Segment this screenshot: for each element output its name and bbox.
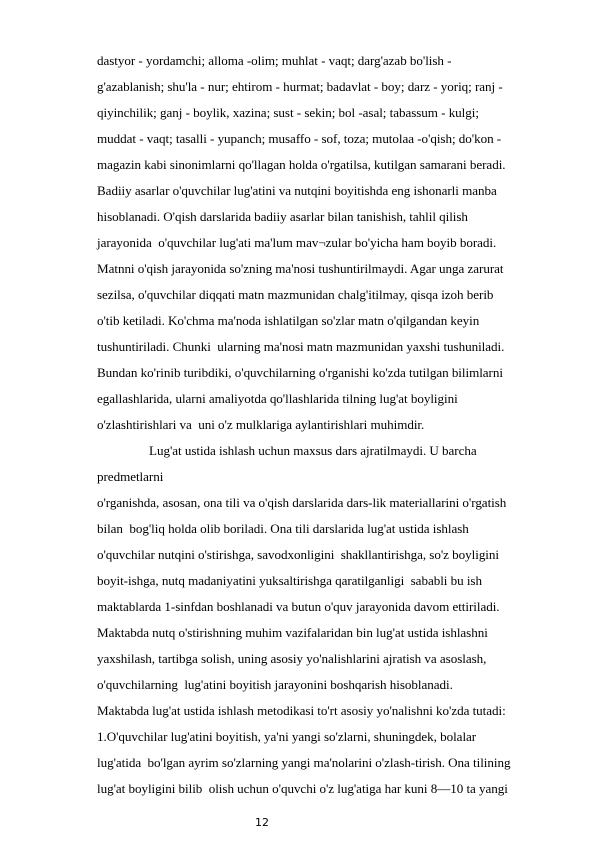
text-line: lug'at boyligini bilib olish uchun o'quvchi o'z lug'atiga har kuni 8—10 ta yangi <box>97 781 508 796</box>
page-number: 12 <box>255 816 269 829</box>
text-line: Maktabda nutq o'stirishning muhim vazifalaridan bin lug'at ustida ishlashni <box>97 625 488 640</box>
text-line: Maktabda lug'at ustida ishlash metodikasi to'rt asosiy yo'nalishni ko'zda tutadi: <box>97 703 506 718</box>
text-line: Bundan ko'rinib turibdiki, o'quvchilarning o'rganishi ko'zda tutilgan bilimlarni <box>97 365 503 380</box>
text-line: bilan bog'liq holda olib boriladi. Ona tili darslarida lug'at ustida ishlash <box>97 521 469 536</box>
text-line: hisoblanadi. O'qish darslarida badiiy asarlar bilan tanishish, tahlil qilish <box>97 209 468 224</box>
text-line: lug'atida bo'lgan ayrim so'zlarning yangi ma'nolarini o'zlash-tirish. Ona tilining <box>97 755 511 770</box>
text-line: sezilsa, o'quvchilar diqqati matn mazmunidan chalg'itilmay, qisqa izoh berib <box>97 287 494 302</box>
text-line: o'quvchilar nutqini o'stirishga, savodxonligini shakllantirishga, so'z boyligini <box>97 547 499 562</box>
text-line: dastyor - yordamchi; alloma -olim; muhlat - vaqt; darg'azab bo'lish - <box>97 53 452 68</box>
text-line: maktablarda 1-sinfdan boshlanadi va butun o'quv jarayonida davom ettiriladi. <box>97 599 500 614</box>
text-line: qiyinchilik; ganj - boylik, xazina; sust - sekin; bol -asal; tabassum - kulgi; <box>97 105 479 120</box>
text-line: magazin kabi sinonimlarni qo'llagan holda o'rgatilsa, kutilgan samarani beradi. <box>97 157 506 172</box>
text-line: predmetlarni <box>97 469 164 484</box>
text-line: g'azablanish; shu'la - nur; ehtirom - hurmat; badavlat - boy; darz - yoriq; ranj - <box>97 79 503 94</box>
paragraph-first-line: Lug'at ustida ishlash uchun maxsus dars ajratilmaydi. U barcha <box>149 443 477 458</box>
text-line: Badiiy asarlar o'quvchilar lug'atini va nutqini boyitishda eng ishonarli manba <box>97 183 497 198</box>
text-line: o'quvchilarning lug'atini boyitish jarayonini boshqarish hisoblanadi. <box>97 677 453 692</box>
text-line: boyit-ishga, nutq madaniyatini yuksaltirishga qaratilganligi sababli bu ish <box>97 573 482 588</box>
text-line: Matnni o'qish jarayonida so'zning ma'nosi tushuntirilmaydi. Agar unga zarurat <box>97 261 504 276</box>
text-line: 1.O'quvchilar lug'atini boyitish, ya'ni yangi so'zlarni, shuningdek, bolalar <box>97 729 477 744</box>
text-line: egallashlarida, ularni amaliyotda qo'llashlarida tilning lug'at boyligini <box>97 391 458 406</box>
text-line: tushuntiriladi. Chunki ularning ma'nosi matn mazmunidan yaxshi tushuniladi. <box>97 339 505 354</box>
text-line: o'rganishda, asosan, ona tili va o'qish darslarida dars-lik materiallarini o'rgatish <box>97 495 507 510</box>
text-line: o'zlashtirishlari va uni o'z mulklariga aylantirishlari muhimdir. <box>97 417 425 432</box>
text-line: yaxshilash, tartibga solish, uning asosiy yo'nalishlarini ajratish va asoslash, <box>97 651 487 666</box>
text-line: muddat - vaqt; tasalli - yupanch; musaffo - sof, toza; mutolaa -o'qish; do'kon - <box>97 131 502 146</box>
text-line: jarayonida o'quvchilar lug'ati ma'lum mav¬zular bo'yicha ham boyib boradi. <box>97 235 497 250</box>
text-line: o'tib ketiladi. Ko'chma ma'noda ishlatilgan so'zlar matn o'qilgandan keyin <box>97 313 480 328</box>
